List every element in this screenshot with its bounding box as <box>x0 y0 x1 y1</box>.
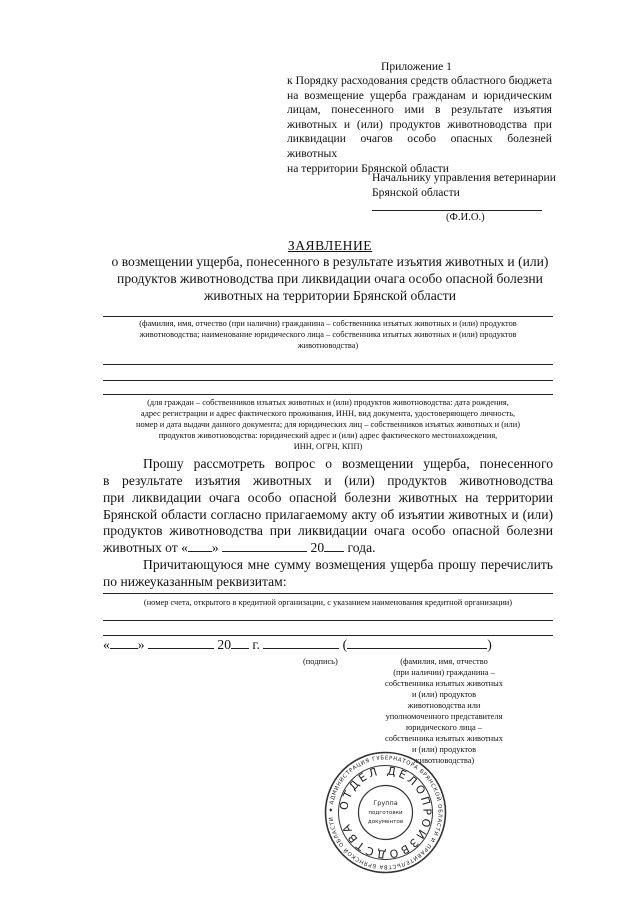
document-subtitle-line: животных на территории Брянской области <box>204 288 456 303</box>
sig-open-quote: « <box>103 637 110 652</box>
sig-fio-hint-line: юридического лица – <box>405 723 482 732</box>
date-close-quote: » <box>211 540 219 555</box>
body-line: при ликвидации очага особо опасной болезни животных на территории <box>103 490 553 505</box>
details-field-line[interactable] <box>103 380 553 381</box>
applicant-hint-line: животноводства) <box>297 341 359 350</box>
addressee-line1: Начальнику управления ветеринарии <box>372 171 556 184</box>
appendix-line: животных и (или) продуктов животноводства при <box>287 117 552 131</box>
applicant-field-line[interactable] <box>103 316 553 317</box>
sig-close-quote: » <box>137 637 145 652</box>
stamp-center-line: документов <box>367 819 404 825</box>
sig-fio-hint-line: и (или) продуктов <box>411 745 477 754</box>
appendix-line: к Порядку расходования средств областного бюджета <box>287 74 552 87</box>
details-hint-line: (для граждан – собственников изъятых животных и (или) продуктов животноводства: дата рождения, <box>147 398 509 407</box>
appendix-line: лицам, понесенного ими в результате изъятия <box>287 103 552 117</box>
details-field-line[interactable] <box>103 364 553 365</box>
sig-fio-hint-line: животноводства или <box>407 701 481 710</box>
sig-fio-hint-line: собственника изъятых животных <box>385 734 503 743</box>
body-line: продуктов животноводства при ликвидации очага особо опасной болезни <box>103 523 553 538</box>
details-hint-line: адрес регистрации и адрес фактического проживания, ИНН, вид документа, удостоверяющего личность, <box>140 409 516 418</box>
account-hint: (номер счета, открытого в кредитной организации, с указанием наименования кредитной организации) <box>143 598 513 607</box>
signature-row <box>103 637 492 654</box>
sig-signature-field[interactable] <box>263 637 339 649</box>
body-line: Причитающуюся мне сумму возмещения ущерба прошу перечислить <box>143 557 553 572</box>
stamp-center-line: Группа <box>373 799 398 807</box>
sig-year-field[interactable] <box>231 637 249 649</box>
details-hint-line: ИНН, ОГРН, КПП) <box>293 442 363 451</box>
sig-fio-hint-line: (при наличии) гражданина – <box>393 668 495 677</box>
date-month-field[interactable] <box>222 540 307 552</box>
applicant-hint-line: животноводства; наименование юридического лица – собственника изъятых животных и (или) продуктов <box>139 330 517 339</box>
sig-paren-open: ( <box>342 637 348 652</box>
document-title: ЗАЯВЛЕНИЕ <box>287 238 373 253</box>
stamp-inner-text: ОТДЕЛ ДЕЛОПРОИЗВОДСТВА <box>337 764 434 861</box>
sig-paren-close: ) <box>487 637 492 652</box>
account-field-line[interactable] <box>103 620 553 621</box>
body-date-line <box>103 540 376 557</box>
date-prefix: животных от « <box>103 540 188 555</box>
sig-year-suffix: г. <box>252 637 260 652</box>
document-subtitle-line: продуктов животноводства при ликвидации очага особо опасной болезни <box>117 271 543 286</box>
appendix-line: ликвидации очагов особо опасных болезней животных <box>287 132 552 160</box>
account-field-line[interactable] <box>103 635 553 636</box>
applicant-hint-line: (фамилия, имя, отчество (при наличии) гражданина – собственника изъятых животных и (или) продуктов <box>139 319 517 328</box>
sig-fio-hint-line: и (или) продуктов <box>411 690 477 699</box>
body-line: по нижеуказанным реквизитам: <box>103 574 287 589</box>
body-line: в результате изъятия животных и (или) продуктов животноводства <box>103 473 553 488</box>
addressee-line2: Брянской области <box>372 186 460 199</box>
date-day-field[interactable] <box>188 540 212 552</box>
stamp-center-line: подготовки <box>368 810 403 816</box>
stamp-outer-text: ★ АДМИНИСТРАЦИЯ ГУБЕРНАТОРА БРЯНСКОЙ ОБЛАСТИ И ПРАВИТЕЛЬСТВА БРЯНСКОЙ ОБЛАСТИ <box>328 755 443 870</box>
date-year-prefix: 20 <box>310 540 325 555</box>
sig-label: (подпись) <box>303 657 338 666</box>
appendix-text <box>287 74 552 176</box>
sig-fio-field[interactable] <box>347 637 487 649</box>
date-year-field[interactable] <box>324 540 344 552</box>
sig-month-field[interactable] <box>148 637 214 649</box>
sig-fio-hint-line: уполномоченного представителя <box>385 712 503 721</box>
account-field-line[interactable] <box>103 593 553 594</box>
details-field-line[interactable] <box>103 394 553 395</box>
sig-fio-hint-line: животноводства) <box>413 756 475 765</box>
appendix-line: на территории Брянской области <box>287 161 449 175</box>
sig-day-field[interactable] <box>110 637 138 649</box>
details-hint-line: номер и дата выдачи данного документа; для юридических лиц – собственников изъятых животных и (или) <box>136 420 520 429</box>
sig-fio-hint-line: (фамилия, имя, отчество <box>400 657 488 666</box>
sig-year-prefix: 20 <box>217 637 231 652</box>
details-hint-line: продуктов животноводства: юридический адрес и (или) адрес фактического местонахождения, <box>158 431 498 440</box>
appendix-line: на возмещение ущерба гражданам и юридическим <box>287 88 552 102</box>
sig-fio-hint-line: собственника изъятых животных <box>385 679 503 688</box>
date-suffix: года. <box>347 540 376 555</box>
appendix-title: Приложение 1 <box>381 60 452 73</box>
document-subtitle-line: о возмещении ущерба, понесенного в результате изъятия животных и (или) <box>111 254 549 269</box>
body-line: Брянской области согласно прилагаемому акту об изъятии животных и (или) <box>103 507 553 522</box>
addressee-fio-label: (Ф.И.О.) <box>446 212 485 223</box>
body-line: Прошу рассмотреть вопрос о возмещении ущерба, понесенного <box>143 456 553 471</box>
stamp-seal <box>323 750 448 875</box>
